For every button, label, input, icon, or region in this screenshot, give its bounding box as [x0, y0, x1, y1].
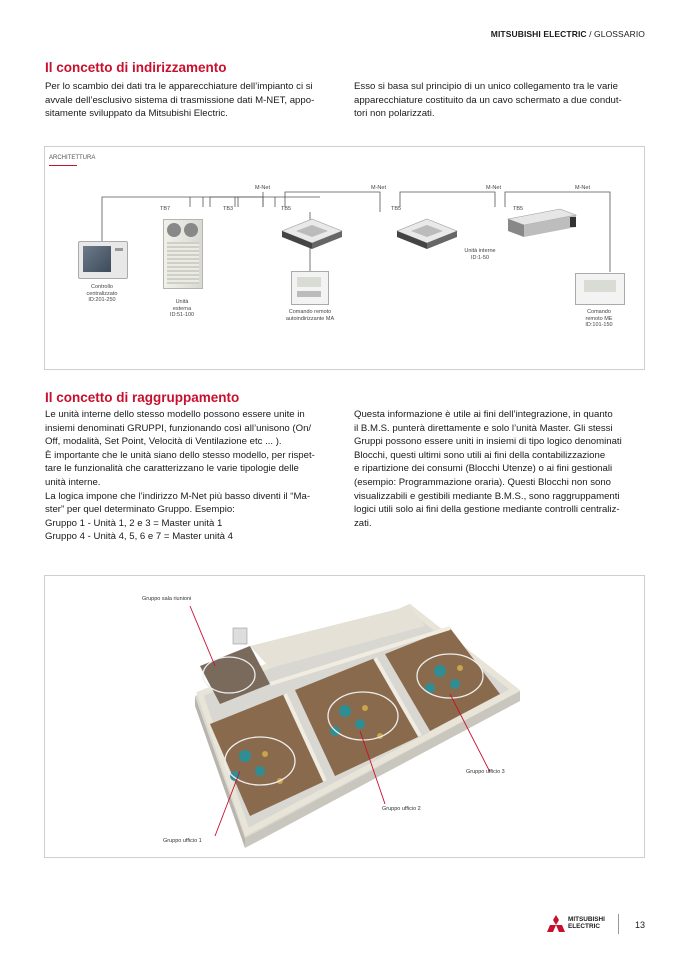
caption-office2-group: Gruppo ufficio 2: [382, 806, 421, 812]
indoor-units-caption: [445, 248, 515, 261]
outdoor-unit: [163, 219, 203, 289]
footer-logo-text: [568, 916, 605, 930]
text-line: (esempio: Programmazione oraria). Questi Blocchi non sono: [354, 476, 612, 488]
caption-line: Unità: [175, 299, 189, 305]
caption-line: ID:201-250: [88, 297, 116, 304]
text-line: apparecchiature costituito da un cavo schermato a due condut-: [354, 94, 622, 106]
text-line: Per lo scambio dei dati tra le apparecchiature dell’impianto ci si: [45, 81, 313, 92]
addressing-text-right: [354, 80, 654, 121]
terminal-tb5: TB5: [281, 206, 292, 212]
text-line: Off, modalità, Set Point, Velocità di Ventilazione etc ... ).: [45, 436, 282, 448]
caption-line: Comando remoto: [288, 309, 332, 315]
outdoor-unit-caption: [155, 299, 209, 319]
text-line: e ripartizione dei consumi (Blocchi Utenze) o ai fini gestionali: [354, 463, 613, 475]
caption-line: ID:101-150: [585, 322, 613, 329]
remote-ma: [291, 271, 329, 305]
building-plan-svg: [45, 576, 644, 857]
text-line: tori non polarizzati.: [354, 108, 435, 120]
text-line: Questa informazione è utile ai fini dell’integrazione, in quanto: [354, 409, 613, 420]
remote-ma-caption: [265, 309, 355, 322]
text-line: unità interne.: [45, 476, 101, 488]
caption-line: Controllo: [90, 284, 113, 290]
terminal-tb3: TB3: [223, 206, 234, 212]
remote-buttons: [297, 291, 321, 297]
caption-line: autoindirizzante MA: [285, 315, 335, 322]
caption-line: Comando: [587, 309, 611, 315]
mnet-label: M-Net: [575, 185, 590, 191]
architecture-diagram: [44, 146, 645, 370]
text-line: Gruppo 4 - Unità 4, 5, 6 e 7 = Master unità 4: [45, 531, 233, 543]
central-controller: [78, 241, 128, 279]
text-line: È importante che le unità siano dello stesso modello, per rispet-: [45, 449, 315, 461]
addressing-text-left: [45, 80, 345, 121]
mnet-label: M-Net: [371, 185, 386, 191]
grouping-text-left: [45, 408, 350, 544]
remote-me-caption: [569, 309, 629, 329]
text-line: insiemi denominati GRUPPI, funzionando così all’unisono (On/: [45, 422, 312, 434]
page-number: 13: [634, 920, 645, 930]
logo-line: MITSUBISHI: [568, 916, 605, 923]
cassette-unit-icon: [395, 217, 459, 251]
mnet-label: M-Net: [486, 185, 501, 191]
text-line: Gruppo 1 - Unità 1, 2 e 3 = Master unità 1: [45, 517, 223, 529]
caption-line: Unità interne: [464, 248, 496, 254]
mitsubishi-diamonds-icon: [546, 915, 566, 933]
mnet-label: M-Net: [255, 185, 270, 191]
footer-divider: [618, 914, 619, 934]
wiring-diagram: [45, 147, 644, 369]
caption-meeting-group: Gruppo sala riunioni: [142, 596, 192, 602]
remote-display: [584, 280, 616, 292]
caption-line: ID:1-50: [470, 254, 490, 261]
text-line: avvale dell’esclusivo sistema di trasmissione dati M-NET, appo-: [45, 94, 315, 106]
cassette-unit-icon: [280, 217, 344, 251]
terminal-tb7: TB7: [160, 206, 171, 212]
remote-me: [575, 273, 625, 305]
fan-icon: [184, 223, 198, 237]
controller-buttons: [115, 248, 123, 251]
text-line: Gruppi possono essere uniti in insiemi di tipo logico denominati: [354, 436, 622, 448]
logo-line: ELECTRIC: [568, 923, 600, 930]
text-line: sitamente sviluppato da Mitsubishi Electric.: [45, 108, 228, 120]
terminal-tb5: TB5: [391, 206, 402, 212]
caption-office3-group: Gruppo ufficio 3: [466, 769, 505, 775]
text-line: ster” per quel determinato Gruppo. Esempio:: [45, 504, 235, 516]
text-line: Le unità interne dello stesso modello possono essere unite in: [45, 409, 305, 420]
text-line: La logica impone che l’indirizzo M-Net più basso diventi il “Ma-: [45, 490, 311, 502]
text-line: visualizzabili e gestibili mediante B.M.S., sono raggruppamenti: [354, 490, 620, 502]
running-header: [491, 29, 645, 39]
central-controller-caption: [67, 284, 137, 304]
outdoor-grille: [167, 242, 199, 284]
header-section: / GLOSSARIO: [586, 29, 645, 39]
section-title-addressing: Il concetto di indirizzamento: [45, 60, 227, 75]
section-title-grouping: Il concetto di raggruppamento: [45, 390, 240, 405]
caption-line: centralizzato: [86, 290, 118, 297]
fan-icon: [167, 223, 181, 237]
caption-office1-group: Gruppo ufficio 1: [163, 838, 202, 844]
header-brand: MITSUBISHI ELECTRIC: [490, 29, 587, 39]
text-line: Esso si basa sul principio di un unico collegamento tra le varie: [354, 81, 618, 92]
text-line: tare le funzionalità che caratterizzano le varie tipologie delle: [45, 463, 299, 475]
grouping-text-right: [354, 408, 654, 530]
caption-line: ID:51-100: [169, 312, 195, 319]
terminal-tb5: TB5: [513, 206, 524, 212]
text-line: il B.M.S. punterà direttamente e solo l’unità Master. Gli stessi: [354, 422, 613, 434]
floor-plan-illustration: [44, 575, 645, 858]
controller-screen: [83, 246, 111, 272]
text-line: logici utili solo ai fini della gestione mediante controlli centraliz-: [354, 504, 620, 516]
caption-line: remoto ME: [585, 315, 613, 322]
caption-line: esterna: [172, 305, 192, 312]
text-line: zati.: [354, 517, 372, 529]
architecture-label: ARCHITETTURA: [49, 155, 96, 161]
ducted-unit-icon: [500, 205, 580, 241]
remote-display: [297, 277, 321, 287]
text-line: Blocchi, questi ultimi sono utili ai fini della contabilizzazione: [354, 449, 606, 461]
